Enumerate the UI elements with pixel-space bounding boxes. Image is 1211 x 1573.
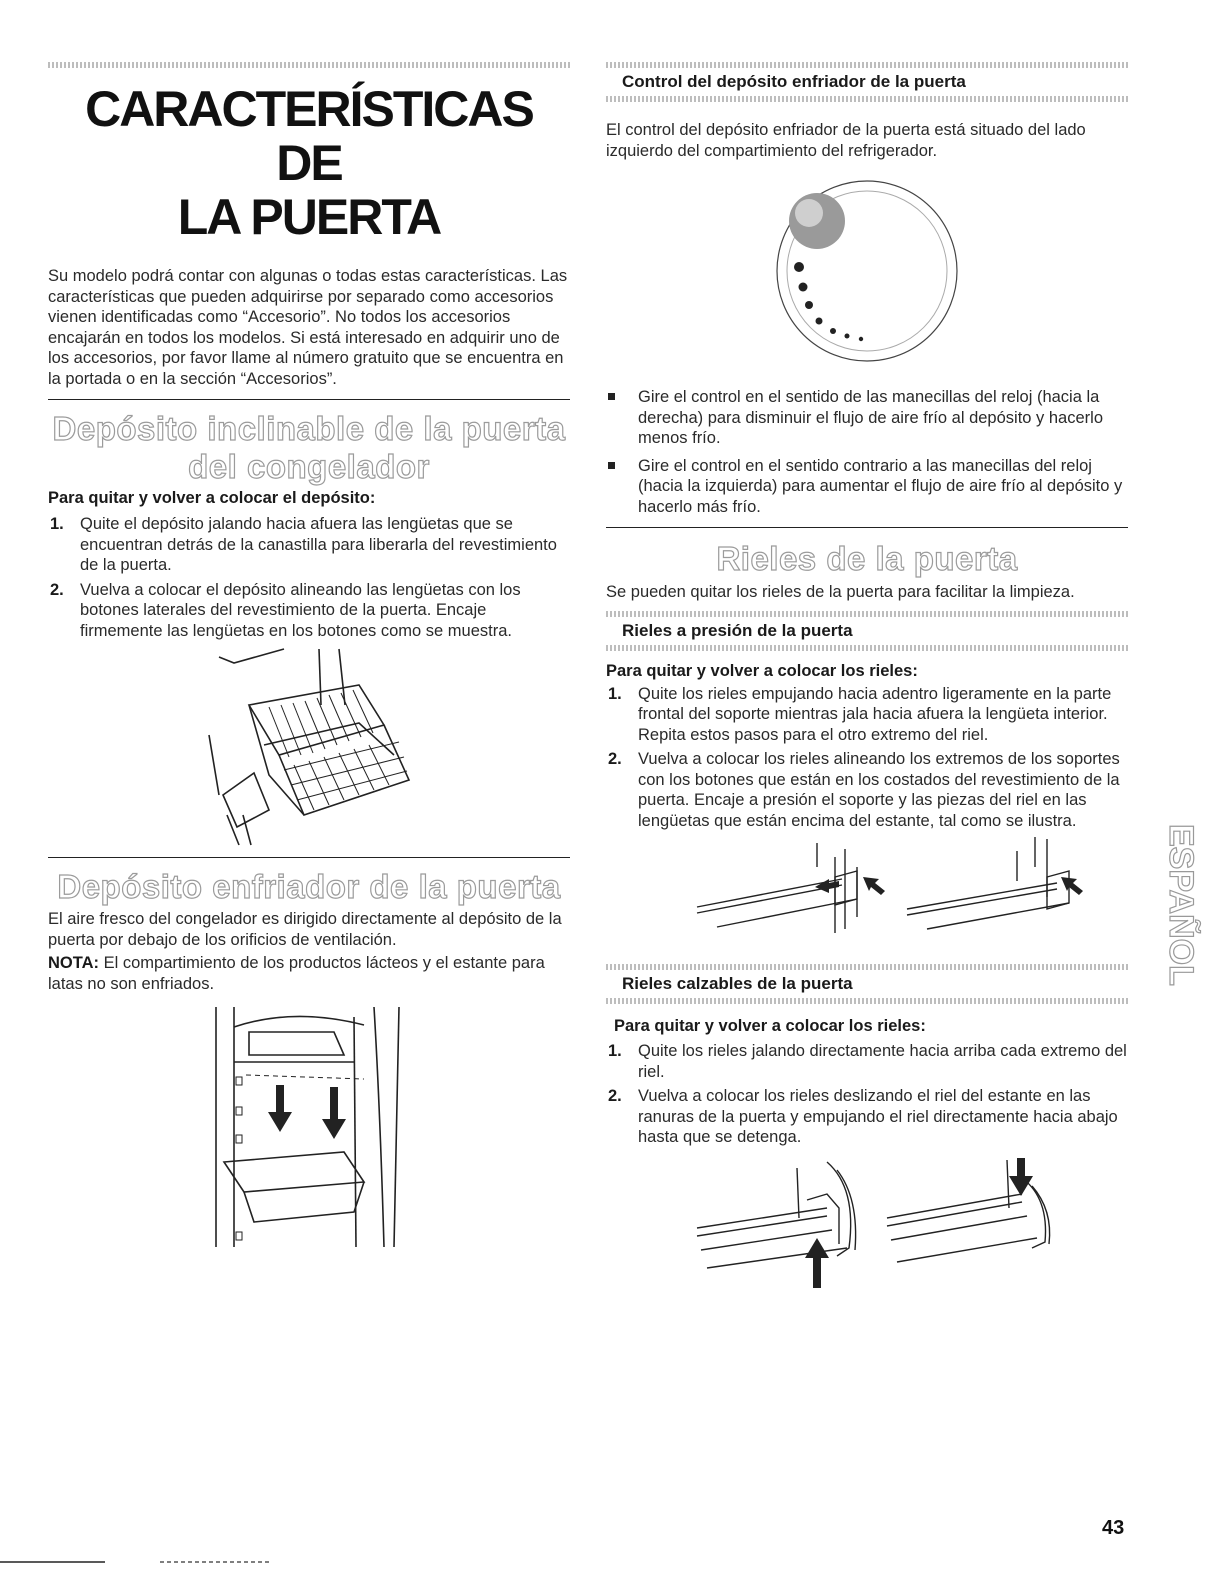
press-rails-instructions-label: Para quitar y volver a colocar los rieles:: [606, 661, 918, 680]
step-text: Vuelva a colocar los rieles alineando los extremos de los soportes con los botones que están en los costados del revestimiento de la puerta. Encaje a presión el soporte y las piezas del riel en las lengüetas que están encima del estante, tal como se ilustra.: [638, 750, 1120, 830]
subhead-rule-bottom: [606, 998, 1128, 1004]
snap-rails-illustration: [677, 1158, 1057, 1288]
list-item: [606, 684, 1128, 746]
list-item: [606, 1086, 1128, 1148]
press-rails-illustration: [657, 837, 1077, 942]
page-title-line1: CARACTERÍSTICAS DE: [85, 81, 533, 191]
freezer-bin-instructions-label: Para quitar y volver a colocar el depósito:: [48, 489, 376, 507]
intro-paragraph: Su modelo podrá contar con algunas o todas estas características. Las características que pueden adquirirse por separado como accesorios vienen identificadas como “Accesorio”. No todos los accesorios encajarán en todos los modelos. Si está interesado en adquirir uno de los accesorios, por favor llame al número gratuito que se encuentra en la portada o en la sección “Accesorios”.: [48, 267, 568, 388]
step-text: Quite los rieles jalando directamente hacia arriba cada extremo del riel.: [638, 1042, 1127, 1081]
press-rails-steps: [606, 684, 1128, 832]
step-number: 2.: [50, 580, 64, 599]
door-rails-paragraph: Se pueden quitar los rieles de la puerta para facilitar la limpieza.: [606, 583, 1075, 601]
page-number: 43: [1102, 1517, 1125, 1539]
snap-rails-heading: Rieles calzables de la puerta: [622, 974, 853, 993]
bullet-text: Gire el control en el sentido contrario a las manecillas del reloj (hacia la izquierda) para aumentar el flujo de aire frío al depósito y hacerlo más frío.: [638, 456, 1123, 516]
freezer-bin-heading-line2: del congelador: [188, 448, 430, 485]
page-title-line2: LA PUERTA: [177, 189, 441, 245]
list-item: [606, 387, 1128, 449]
bullet-square-icon: [608, 393, 615, 400]
step-number: 1.: [608, 1042, 622, 1060]
bullet-text: Gire el control en el sentido de las manecillas del reloj (hacia la derecha) para disminuir el flujo de aire frío al depósito y hacerlo menos frío.: [638, 388, 1103, 447]
freezer-bin-heading-line1: Depósito inclinable de la puerta: [52, 410, 566, 447]
chiller-control-bullets: [606, 387, 1128, 517]
step-text: Quite los rieles empujando hacia adentro ligeramente en la parte frontal del soporte mientras jala hacia afuera la lengüeta interior. Repita estos pasos para el otro extremo del riel.: [638, 684, 1112, 744]
bullet-square-icon: [608, 462, 615, 469]
step-number: 2.: [608, 1087, 622, 1105]
door-rails-heading: Rieles de la puerta: [716, 540, 1018, 577]
press-rails-heading: Rieles a presión de la puerta: [622, 620, 853, 640]
side-tab-text: ESPAÑOL: [1162, 824, 1200, 986]
step-number: 1.: [608, 684, 622, 703]
step-text: Vuelva a colocar los rieles deslizando el riel del estante en las ranuras de la puerta y empujando el riel directamente hacia abajo hasta que se detenga.: [638, 1087, 1118, 1146]
chiller-control-paragraph: El control del depósito enfriador de la puerta está situado del lado izquierdo del compartimiento del refrigerador.: [606, 121, 1086, 160]
page-title: [48, 82, 570, 244]
list-item: [48, 580, 570, 642]
snap-rails-steps: [606, 1041, 1128, 1148]
subhead-rule-bottom: [606, 96, 1128, 102]
section-divider: [48, 857, 570, 858]
chiller-bin-paragraph: El aire fresco del congelador es dirigido directamente al depósito de la puerta por debajo de los orificios de ventilación.: [48, 910, 562, 949]
subhead-rule-bottom: [606, 645, 1128, 651]
top-dotted-rule: [48, 62, 570, 68]
chiller-control-heading: Control del depósito enfriador de la puerta: [622, 72, 966, 91]
list-item: [48, 514, 570, 576]
step-text: Quite el depósito jalando hacia afuera las lengüetas que se encuentran detrás de la canastilla para liberarla del revestimiento de la puerta.: [80, 515, 557, 574]
footer-marks: [0, 1560, 280, 1564]
freezer-bin-steps: [48, 514, 570, 641]
list-item: [606, 456, 1128, 518]
step-text: Vuelva a colocar el depósito alineando las lengüetas con los botones laterales del revestimiento de la puerta. Encaje firmemente las lengüetas en los botones como se muestra.: [80, 580, 521, 640]
section-divider: [48, 399, 570, 400]
note-label: NOTA:: [48, 954, 100, 972]
chiller-bin-note: [48, 953, 570, 995]
freezer-bin-heading: [48, 410, 570, 486]
control-dial-illustration[interactable]: [767, 171, 967, 371]
list-item: [606, 1041, 1128, 1082]
chiller-bin-illustration: [204, 1007, 414, 1247]
list-item: [606, 749, 1128, 831]
section-divider: [606, 527, 1128, 528]
language-side-tab: [1150, 818, 1200, 1058]
left-column: [48, 62, 570, 1247]
chiller-bin-heading: Depósito enfriador de la puerta: [57, 868, 561, 905]
step-number: 1.: [50, 515, 64, 533]
tilt-bin-illustration: [209, 645, 409, 845]
snap-rails-instructions-label: Para quitar y volver a colocar los rieles:: [614, 1017, 926, 1035]
step-number: 2.: [608, 750, 622, 768]
right-column: [606, 62, 1128, 1288]
note-text: El compartimiento de los productos lácteos y el estante para latas no son enfriados.: [48, 954, 545, 993]
